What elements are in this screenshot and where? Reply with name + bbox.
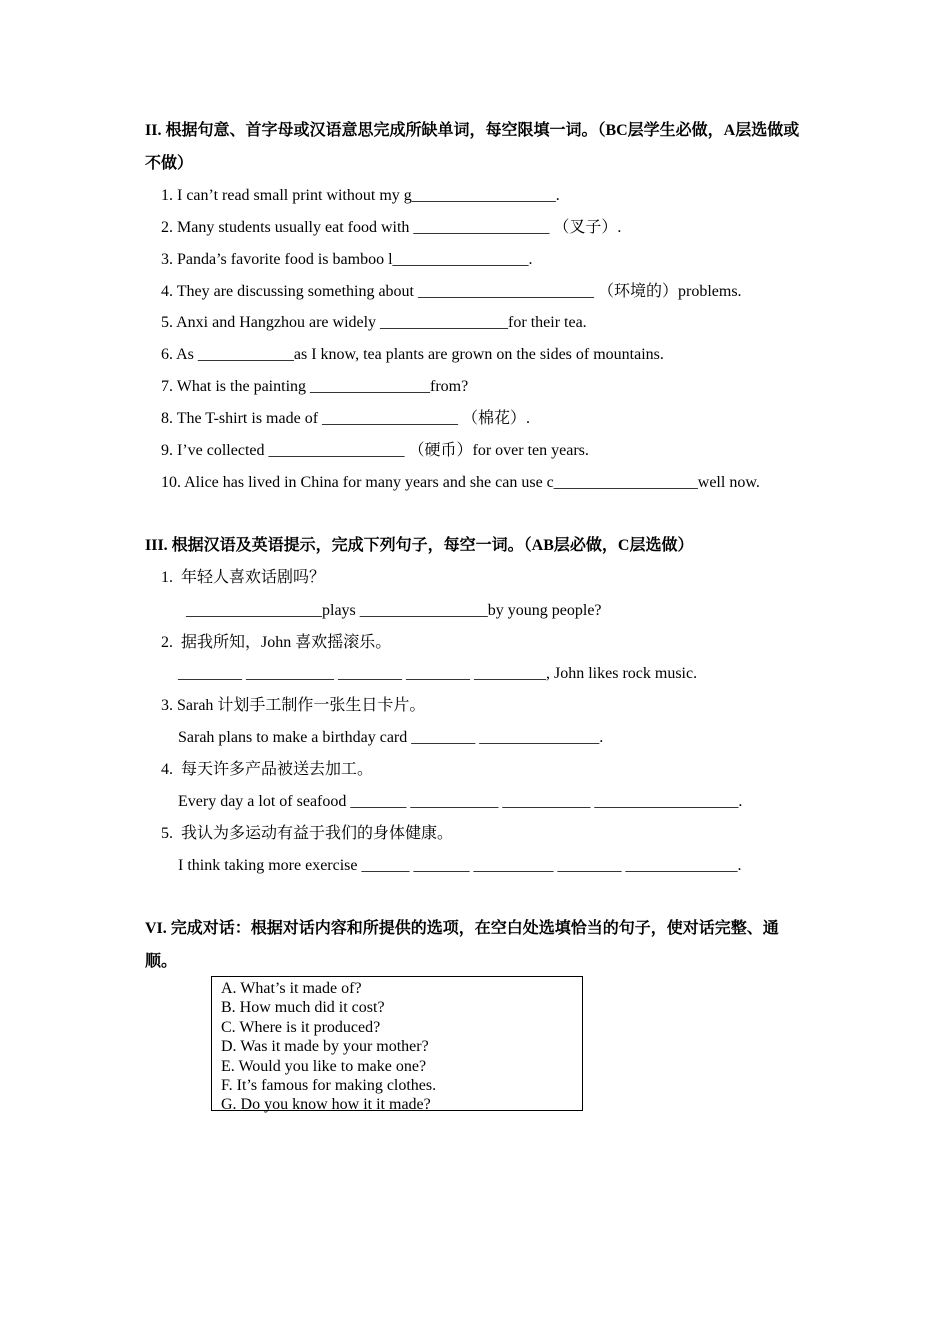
question-4: 4. They are discussing something about ______________________ （环境的）problems. (161, 283, 742, 300)
translation-4-chinese: 4. 每天许多产品被送去加工。 (161, 761, 374, 778)
translation-3-english: Sarah plans to make a birthday card ________ _______________. (178, 729, 604, 746)
translation-1-chinese: 1. 年轻人喜欢话剧吗？ (161, 569, 326, 586)
option-b: B. How much did it cost? (221, 999, 385, 1017)
option-c: C. Where is it produced? (221, 1018, 381, 1036)
option-d: D. Was it made by your mother? (221, 1038, 429, 1056)
question-7: 7. What is the painting _______________from? (161, 378, 469, 395)
question-2: 2. Many students usually eat food with _________________ （叉子）. (161, 219, 622, 236)
question-6: 6. As ____________as I know, tea plants are grown on the sides of mountains. (161, 346, 664, 363)
translation-2-english: ________ ___________ ________ ________ _________, John likes rock music. (178, 665, 698, 682)
translation-2-chinese: 2. 据我所知，John 喜欢摇滚乐。 (161, 634, 392, 651)
translation-5-english: I think taking more exercise ______ _______ __________ ________ ______________. (178, 857, 742, 874)
question-9: 9. I’ve collected _________________ （硬币）for over ten years. (161, 442, 589, 459)
translation-1-english: _________________plays ________________by young people? (186, 602, 602, 619)
question-10: 10. Alice has lived in China for many years and she can use c__________________well now. (161, 474, 760, 491)
option-a: A. What’s it made of? (221, 980, 362, 997)
translation-4-english: Every day a lot of seafood _______ ___________ ___________ __________________. (178, 793, 743, 810)
option-g: G. Do you know how it it made? (221, 1096, 431, 1114)
translation-3-chinese: 3. Sarah 计划手工制作一张生日卡片。 (161, 697, 426, 714)
section-2-heading: II. 根据句意、首字母或汉语意思完成所缺单词，每空限填一词。（BC层学生必做，A层选做或不做） (145, 122, 800, 172)
question-3: 3. Panda’s favorite food is bamboo l_________________. (161, 251, 533, 268)
question-8: 8. The T-shirt is made of _________________ （棉花）. (161, 410, 531, 427)
question-1: 1. I can’t read small print without my g__________________. (161, 187, 560, 204)
question-5: 5. Anxi and Hangzhou are widely ________________for their tea. (161, 314, 587, 331)
option-f: F. It’s famous for making clothes. (221, 1077, 437, 1095)
section-6-heading: VI. 完成对话：根据对话内容和所提供的选项，在空白处选填恰当的句子，使对话完整、通顺。 (145, 920, 779, 970)
option-e: E. Would you like to make one? (221, 1057, 427, 1075)
section-3-heading: III. 根据汉语及英语提示，完成下列句子，每空一词。（AB层必做，C层选做） (145, 537, 694, 554)
translation-5-chinese: 5. 我认为多运动有益于我们的身体健康。 (161, 825, 454, 842)
dialogue-options-box (211, 976, 583, 1114)
